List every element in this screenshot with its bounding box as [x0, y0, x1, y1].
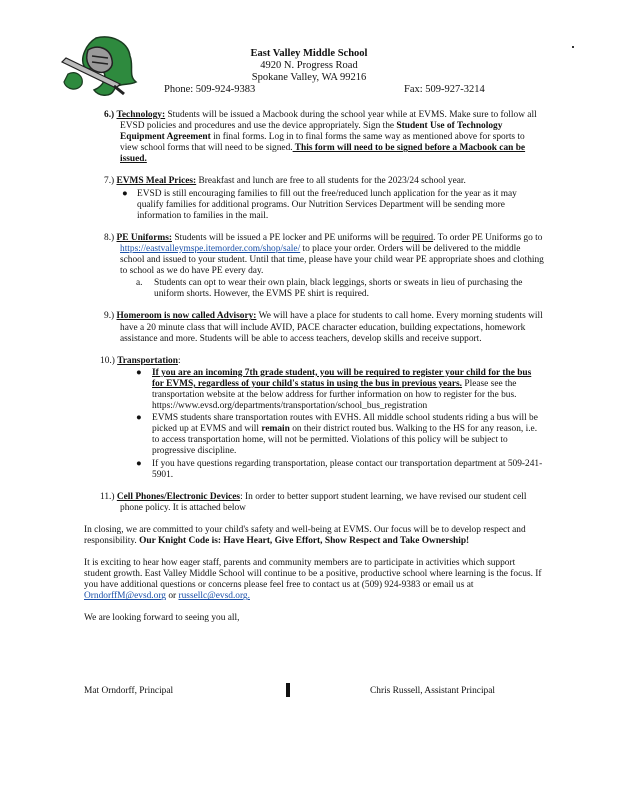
fax-number: Fax: 509-927-3214	[404, 84, 485, 95]
sub-item-a: a. Students can opt to wear their own plain, black leggings, shorts or sweats in lieu of purchasing the uniform shorts. However, the EVMS PE shirt is required.	[136, 278, 523, 300]
section-number: 10.)	[100, 355, 115, 366]
scan-mark	[286, 683, 290, 697]
pe-order-link[interactable]: https://eastvalleymspe.itemorder.com/shop/sale/	[120, 243, 301, 254]
section-pe-uniforms: 8.) PE Uniforms: Students will be issued a PE locker and PE uniforms will be required. To order PE Uniforms go to https://eastvalleymspe.itemorder.com/shop/sale/ to place your order. Orders will be delivered to the middle school and issued to your student. Until that time, please have your child wear PE appropriate shoes and clothing to school as we do have PE every day. a. Students can opt to wear their own plain, black leggings, shorts or sweats in lieu of purchasing the uniform shorts. However, the EVMS PE shirt is required.	[84, 233, 544, 301]
bullet-dot-icon: ●	[136, 458, 142, 469]
bullet-dot-icon: ●	[136, 413, 142, 424]
bullet-dot-icon: ●	[136, 367, 142, 378]
section-title: PE Uniforms:	[116, 232, 172, 243]
bullet-item: ● EVSD is still encouraging families to fill out the free/reduced lunch application for the year as it may qualify families for additional programs. Our Nutrition Services Department will be sending more information to families in the mail.	[122, 188, 517, 221]
email-russell-link[interactable]: russellc@evsd.org.	[178, 591, 250, 602]
section-title: Homeroom is now called Advisory:	[116, 311, 257, 322]
phone-number: Phone: 509-924-9383	[164, 84, 256, 95]
principal-signature: Mat Orndorff, Principal	[84, 686, 174, 696]
section-title: Transportation	[117, 355, 178, 366]
section-number: 6.)	[104, 110, 115, 120]
bullet-item: ● If you have questions regarding transportation, please contact our transportation department at 509-241-5901.	[136, 458, 543, 480]
address-line-1: 4920 N. Progress Road	[260, 60, 358, 71]
section-number: 8.)	[104, 232, 115, 243]
letter-body	[84, 110, 544, 636]
address-line-2: Spokane Valley, WA 99216	[251, 72, 367, 83]
farewell-line: We are looking forward to seeing you all,	[84, 613, 240, 624]
assistant-principal-signature: Chris Russell, Assistant Principal	[370, 686, 496, 696]
email-orndorff-link[interactable]: OrndorffM@evsd.org	[84, 591, 166, 602]
section-number: 7.)	[104, 176, 115, 187]
bullet-item: ● If you are an incoming 7th grade student, you will be required to register your child for the bus for EVMS, regardless of your child's status in using the bus in previous years. Please see the transportation website at the below address for further information on how to register for the bus. https://www.evsd.org/departments/transportation/school_bus_registration	[136, 367, 532, 412]
section-meal-prices: 7.) EVMS Meal Prices: Breakfast and lunch are free to all students for the 2023/24 school year. ● EVSD is still encouraging families to fill out the free/reduced lunch application for the year as it may qualify families for additional programs. Our Nutrition Services Department will be sending more information to families in the mail.	[84, 176, 544, 221]
bullet-item: ● EVMS students share transportation routes with EVHS. All middle school students riding a bus will be picked up at EVMS and will remain on their district routed bus. Walking to the HS for any reason, i.e. to access transportation home, will not be permitted. Violations of this policy will be subject to progressive discipline.	[136, 413, 538, 457]
section-number: 11.)	[100, 491, 115, 502]
section-title: Cell Phones/Electronic Devices	[116, 491, 241, 502]
section-technology: 6.) Technology: Students will be issued a Macbook during the school year while at EVMS. Make sure to follow all EVSD policies and procedures and use the device appropriately. Sign the Student Use of Technology Equipment Agreement in final forms. Log in to final forms the same way as mentioned above for sports to view school forms that will need to be signed. This form will need to be signed before a Macbook can be issued.	[104, 110, 537, 165]
section-cell-phones: 11.) Cell Phones/Electronic Devices: In order to better support student learning, we have revised our student cell phone policy. It is attached below	[100, 491, 527, 513]
section-number: 9.)	[104, 311, 115, 322]
school-name: East Valley Middle School	[250, 48, 368, 59]
section-advisory: 9.) Homeroom is now called Advisory: We will have a place for students to call home. Every morning students will have a 20 minute class that will include AVID, PACE character education, building expectations, homework assistance and more. Students will be able to access teachers, develop skills and receive support.	[104, 311, 543, 344]
contact-paragraph: It is exciting to hear how eager staff, parents and community members are to participate in activities which support student growth. East Valley Middle School will continue to be a positive, productive school where learning is the focus. If you have additional questions or concerns please feel free to contact us at (509) 924-9383 or email us at OrndorffM@evsd.org or russellc@evsd.org.	[84, 558, 542, 602]
section-title: Technology:	[116, 110, 166, 120]
section-title: EVMS Meal Prices:	[116, 176, 197, 187]
bullet-dot-icon: ●	[122, 188, 128, 199]
scan-speck	[572, 46, 574, 48]
closing-paragraph: In closing, we are committed to your child's safety and well-being at EVMS. Our focus will be to develop respect and responsibility. Our Knight Code is: Have Heart, Give Effort, Show Respect and Take Ownership!	[84, 524, 526, 546]
transportation-url: https://www.evsd.org/departments/transportation/school_bus_registration	[152, 401, 428, 412]
section-transportation: 10.) Transportation: ● If you are an incoming 7th grade student, you will be required to register your child for the bus for EVMS, regardless of your child's status in using the bus in previous years. Please see the transportation website at the below address for further information on how to register for the bus. https://www.evsd.org/departments/transportation/school_bus_registration ● EVMS students share transportation routes with EVHS. All middle school students riding a bus will be picked up at EVMS and will remain on their district routed bus. Walking to the HS for any reason, i.e. to access transportation home, will not be permitted. Violations of this policy will be subject to progressive discipline. ● If you have questions regarding transportation, please contact our transportation department at 509-241-5901.	[84, 356, 544, 481]
